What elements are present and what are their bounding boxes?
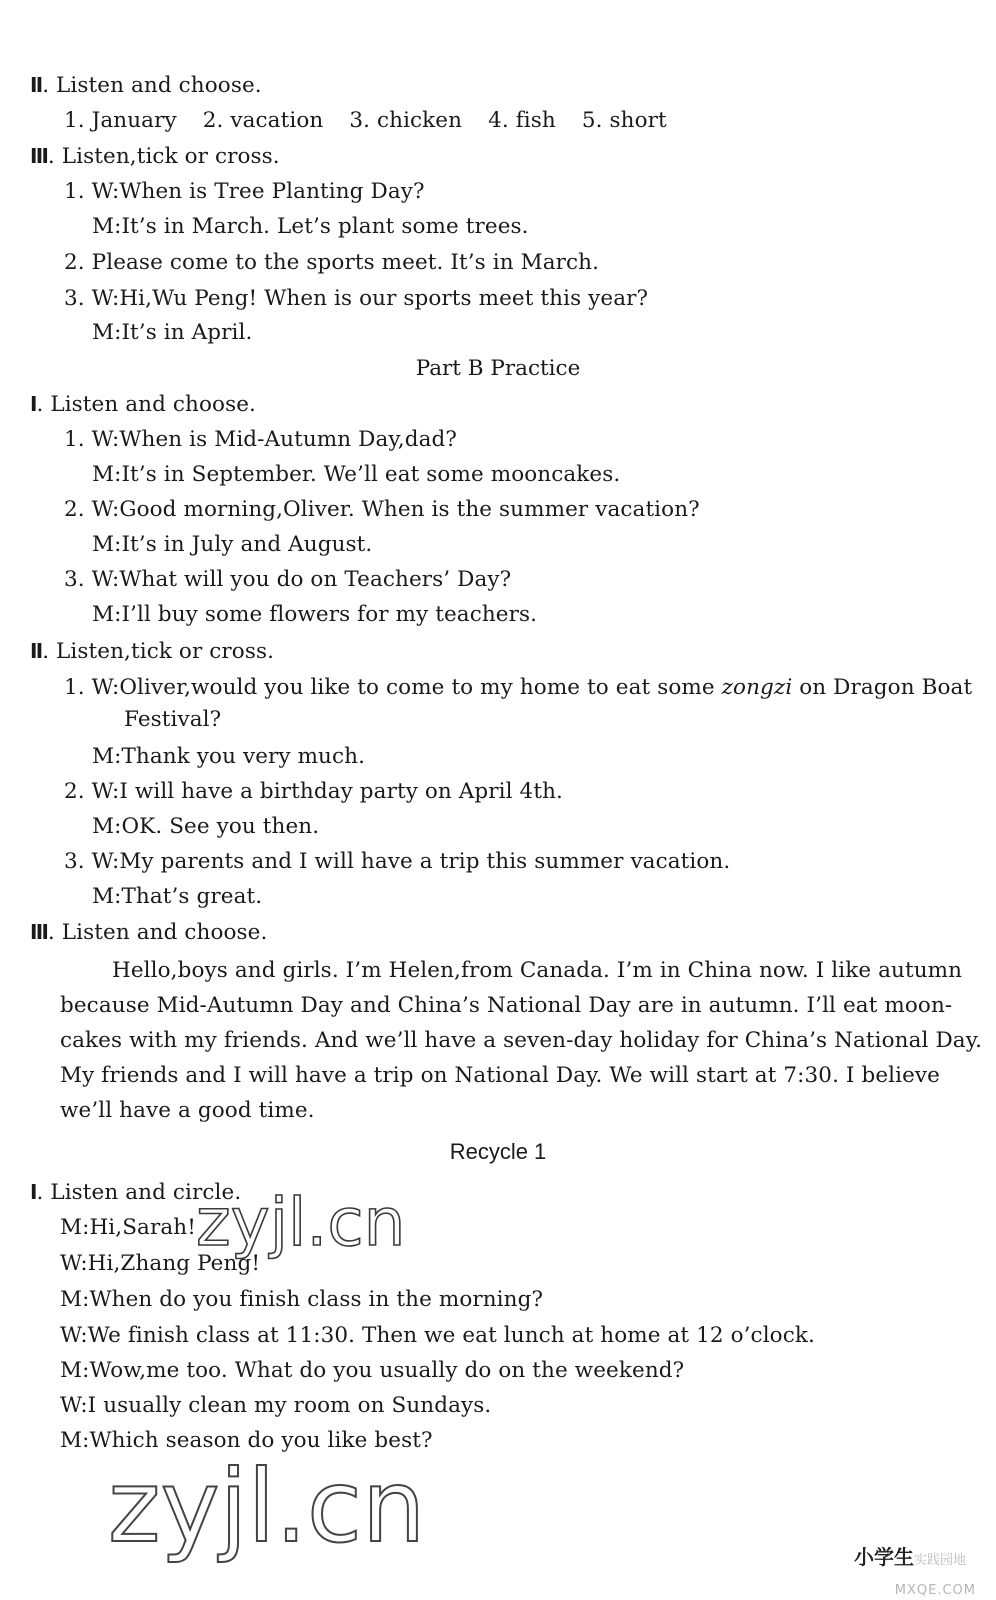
answer-item: 4. fish xyxy=(488,108,556,133)
roman-numeral: Ⅱ xyxy=(30,639,43,663)
footer-logo xyxy=(854,1541,966,1570)
footer-logo-text: 小学生 xyxy=(853,1545,914,1569)
dialogue-line: 3. W:My parents and I will have a trip this summer vacation. xyxy=(64,849,731,874)
heading-text: . Listen and circle. xyxy=(36,1180,242,1205)
dialogue-line: M:I’ll buy some flowers for my teachers. xyxy=(92,602,538,627)
dialogue-line: 2. W:Good morning,Oliver. When is the summer vacation? xyxy=(64,497,700,522)
roman-numeral: Ⅲ xyxy=(30,144,48,168)
section-r-i-heading xyxy=(30,1177,241,1208)
dialogue-line: W:Hi,Zhang Peng! xyxy=(60,1251,261,1276)
section-b-i-heading xyxy=(30,389,256,420)
dialogue-line: 3. W:What will you do on Teachers’ Day? xyxy=(64,567,512,592)
dialogue-line: M:It’s in April. xyxy=(92,320,253,345)
dialogue-line: M:Which season do you like best? xyxy=(60,1428,433,1453)
heading-text: . Listen and choose. xyxy=(36,392,256,417)
dialogue-line: 1. W:When is Tree Planting Day? xyxy=(64,179,425,204)
dialogue-line: M:Thank you very much. xyxy=(92,744,366,769)
answer-item: 3. chicken xyxy=(349,108,463,133)
heading-text: . Listen and choose. xyxy=(47,920,268,945)
section-b-iii-heading xyxy=(30,917,267,948)
roman-numeral: Ⅲ xyxy=(30,920,48,944)
roman-numeral: Ⅰ xyxy=(30,392,37,416)
part-b-title: Part B Practice xyxy=(415,356,581,381)
dialogue-line: M:It’s in September. We’ll eat some mooncakes. xyxy=(92,462,621,487)
dialogue-line: 3. W:Hi,Wu Peng! When is our sports meet this year? xyxy=(64,286,649,311)
answer-item: 1. January xyxy=(64,108,177,133)
dialogue-line: M:It’s in July and August. xyxy=(92,532,373,557)
dialogue-line: M:That’s great. xyxy=(92,884,263,909)
passage-line: Hello,boys and girls. I’m Helen,from Canada. I’m in China now. I like autumn xyxy=(112,958,963,983)
dialogue-line: W:I usually clean my room on Sundays. xyxy=(60,1393,492,1418)
recycle-title: Recycle 1 xyxy=(449,1139,547,1164)
heading-text: . Listen and choose. xyxy=(42,73,262,98)
dialogue-line: M:Wow,me too. What do you usually do on the weekend? xyxy=(60,1358,685,1383)
watermark-text: zyjl.cn xyxy=(196,1184,406,1261)
passage-line: My friends and I will have a trip on National Day. We will start at 7:30. I believe xyxy=(60,1063,940,1088)
dialogue-line: 2. W:I will have a birthday party on April 4th. xyxy=(64,779,563,804)
footer-site-watermark: MXQE.COM xyxy=(894,1583,976,1598)
answer-list xyxy=(64,106,667,136)
roman-numeral: Ⅰ xyxy=(30,1180,37,1204)
dialogue-line: M:Hi,Sarah! xyxy=(60,1215,196,1240)
dialogue-line: M:It’s in March. Let’s plant some trees. xyxy=(92,214,529,239)
roman-numeral: Ⅱ xyxy=(30,73,43,97)
passage-line: cakes with my friends. And we’ll have a seven-day holiday for China’s National Day. xyxy=(60,1028,983,1053)
answer-item: 2. vacation xyxy=(202,108,324,133)
heading-text: . Listen,tick or cross. xyxy=(47,144,280,169)
passage-line: we’ll have a good time. xyxy=(60,1098,315,1123)
dialogue-line: M:OK. See you then. xyxy=(92,814,320,839)
dialogue-line: 1. W:When is Mid-Autumn Day,dad? xyxy=(64,427,458,452)
watermark-text: zyjl.cn xyxy=(108,1448,426,1565)
section-a-iii-heading xyxy=(30,141,280,172)
dialogue-line: 2. Please come to the sports meet. It’s in March. xyxy=(64,250,600,275)
heading-text: . Listen,tick or cross. xyxy=(42,639,275,664)
dialogue-line-continued: Festival? xyxy=(124,707,222,732)
section-a-ii-heading xyxy=(30,70,262,101)
passage-line: because Mid-Autumn Day and China’s National Day are in autumn. I’ll eat moon- xyxy=(60,993,953,1018)
section-b-ii-heading xyxy=(30,636,274,667)
dialogue-line xyxy=(64,673,972,703)
dialogue-line: M:When do you finish class in the morning? xyxy=(60,1287,544,1312)
answer-item: 5. short xyxy=(581,108,667,133)
dialogue-text: 1. W:Oliver,would you like to come to my home to eat some xyxy=(64,675,722,700)
dialogue-italic-word: zongzi xyxy=(721,675,793,700)
dialogue-line: W:We finish class at 11:30. Then we eat lunch at home at 12 o’clock. xyxy=(60,1323,815,1348)
footer-logo-faded: 实践园地 xyxy=(913,1553,966,1568)
dialogue-text: on Dragon Boat xyxy=(792,675,973,700)
